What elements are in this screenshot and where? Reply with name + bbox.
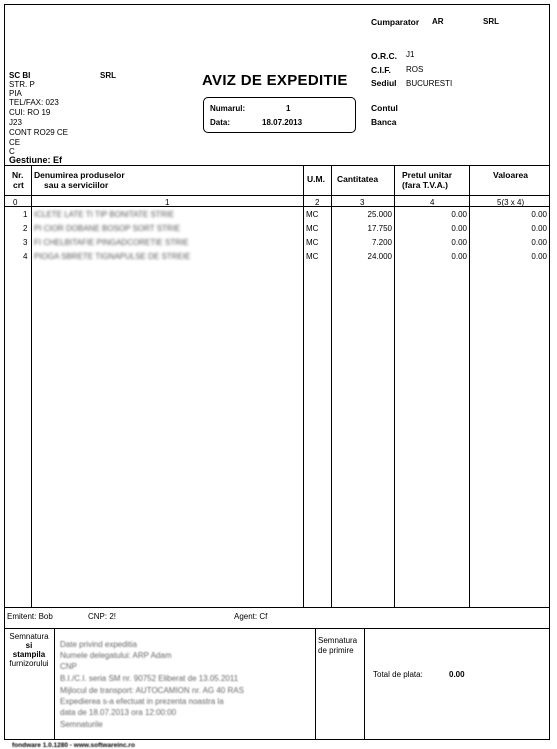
sediu-value: BUCURESTI <box>406 79 453 88</box>
expedition-line: Date privind expeditia <box>60 640 137 649</box>
supplier-ce1: CE <box>9 138 21 147</box>
cif-label: C.I.F. <box>371 65 391 75</box>
header-price-2: (fara T.V.A.) <box>402 180 448 190</box>
row-nr: 2 <box>23 224 28 233</box>
software-footer: fondware 1.0.1280 - www.softwareinc.ro <box>12 742 135 749</box>
index-0: 0 <box>13 198 18 207</box>
row-value: 0.00 <box>531 252 547 261</box>
buyer-label: Cumparator <box>371 17 420 27</box>
number-value: 1 <box>286 104 291 113</box>
row-um: MC <box>306 210 319 219</box>
supplier-ce2: C <box>9 147 15 156</box>
expedition-line: Numele delegatului: ARP Adam <box>60 651 172 660</box>
row-price: 0.00 <box>451 224 467 233</box>
index-3: 3 <box>360 198 365 207</box>
header-crt: crt <box>13 180 24 190</box>
row-qty: 17.750 <box>367 224 392 233</box>
col-divider-name <box>303 165 304 607</box>
row-price: 0.00 <box>451 238 467 247</box>
supplier-cui: CUI: RO 19 <box>9 108 51 117</box>
document-number-box <box>203 97 356 133</box>
supplier-cont: CONT RO29 CE <box>9 128 68 137</box>
header-qty: Cantitatea <box>337 174 379 184</box>
col-divider-um <box>331 165 332 607</box>
index-1: 1 <box>165 198 170 207</box>
footer-divider-3 <box>364 628 365 740</box>
row-price: 0.00 <box>451 252 467 261</box>
receipt-signature-label: Semnatura <box>318 636 358 645</box>
expedition-line: B.I./C.I. seria SM nr. 90752 Eliberat de 13.05.2011 <box>60 674 239 683</box>
signature-label-line: stampila <box>12 650 46 659</box>
row-price: 0.00 <box>451 210 467 219</box>
row-um: MC <box>306 252 319 261</box>
signature-label-line: si <box>25 641 33 650</box>
signature-label-line: Semnatura <box>9 632 49 641</box>
row-product-name: ICLETE LATE TI TIP BONITATE STRIE <box>34 210 175 219</box>
index-5: 5(3 x 4) <box>497 198 525 207</box>
header-value: Valoarea <box>493 170 528 180</box>
expedition-line: data de 18.07.2013 ora 12:00:00 <box>60 708 177 717</box>
total-value: 0.00 <box>449 670 465 679</box>
row-value: 0.00 <box>531 238 547 247</box>
header-um: U.M. <box>307 174 325 184</box>
expedition-line: Mijlocul de transport: AUTOCAMION nr. AG 40 RAS <box>60 686 244 695</box>
header-nr: Nr. <box>12 170 24 180</box>
col-divider-price <box>469 165 470 607</box>
footer-divider-2 <box>315 628 316 740</box>
gestiune: Gestiune: Ef <box>9 155 63 165</box>
buyer-name: AR <box>432 17 444 26</box>
row-product-name: FI CHELBITAFIE PINGADCORETIE STRIE <box>34 238 189 247</box>
supplier-name: SC BI <box>9 71 31 80</box>
footer-rule <box>4 628 550 629</box>
total-label: Total de plata: <box>373 670 423 679</box>
header-name-1: Denumirea produselor <box>34 170 125 180</box>
expedition-line: Expedierea s-a efectuat in prezenta noastra la <box>60 697 224 706</box>
col-divider-qty <box>394 165 395 607</box>
row-qty: 25.000 <box>367 210 392 219</box>
emitent: Emitent: Bob <box>7 612 53 621</box>
expedition-line: Semnaturile <box>60 720 103 729</box>
sediu-label: Sediul <box>371 78 397 88</box>
row-product-name: PIOGA SBRETE TIGNAPULSE DE STREIE <box>34 252 191 261</box>
buyer-suffix: SRL <box>483 17 499 26</box>
orc-label: O.R.C. <box>371 51 397 61</box>
supplier-suffix: SRL <box>100 71 116 80</box>
supplier-street: STR. P <box>9 80 35 89</box>
header-price-1: Pretul unitar <box>402 170 453 180</box>
header-name-2: sau a serviciilor <box>44 180 109 190</box>
cif-value: ROS <box>406 65 424 74</box>
supplier-locality: PIA <box>9 89 22 98</box>
date-label: Data: <box>210 118 231 127</box>
row-value: 0.00 <box>531 224 547 233</box>
col-divider-nr <box>31 165 32 607</box>
document-title: AVIZ DE EXPEDITIE <box>202 72 348 89</box>
index-4: 4 <box>430 198 435 207</box>
cont-label: Contul <box>371 103 398 113</box>
number-label: Numarul: <box>210 104 246 113</box>
banca-label: Banca <box>371 117 397 127</box>
date-value: 18.07.2013 <box>262 118 303 127</box>
row-nr: 3 <box>23 238 28 247</box>
row-value: 0.00 <box>531 210 547 219</box>
cnp: CNP: 2! <box>88 612 117 621</box>
row-nr: 1 <box>23 210 28 219</box>
row-product-name: PI CIOR DOBANE BOSOP SORT STRIE <box>34 224 181 233</box>
row-um: MC <box>306 224 319 233</box>
footer-divider-1 <box>54 628 55 740</box>
row-nr: 4 <box>23 252 28 261</box>
row-um: MC <box>306 238 319 247</box>
receipt-signature-label-2: de primire <box>318 646 354 655</box>
supplier-tel: TEL/FAX: 023 <box>9 98 59 107</box>
index-2: 2 <box>315 198 320 207</box>
expedition-line: CNP <box>60 662 77 671</box>
row-qty: 24.000 <box>367 252 392 261</box>
supplier-j: J23 <box>9 118 22 127</box>
agent: Agent: Cf <box>234 612 268 621</box>
table-bottom-rule <box>4 607 550 608</box>
orc-value: J1 <box>406 50 415 59</box>
signature-label-line: furnizorului <box>9 659 49 668</box>
row-qty: 7.200 <box>371 238 392 247</box>
